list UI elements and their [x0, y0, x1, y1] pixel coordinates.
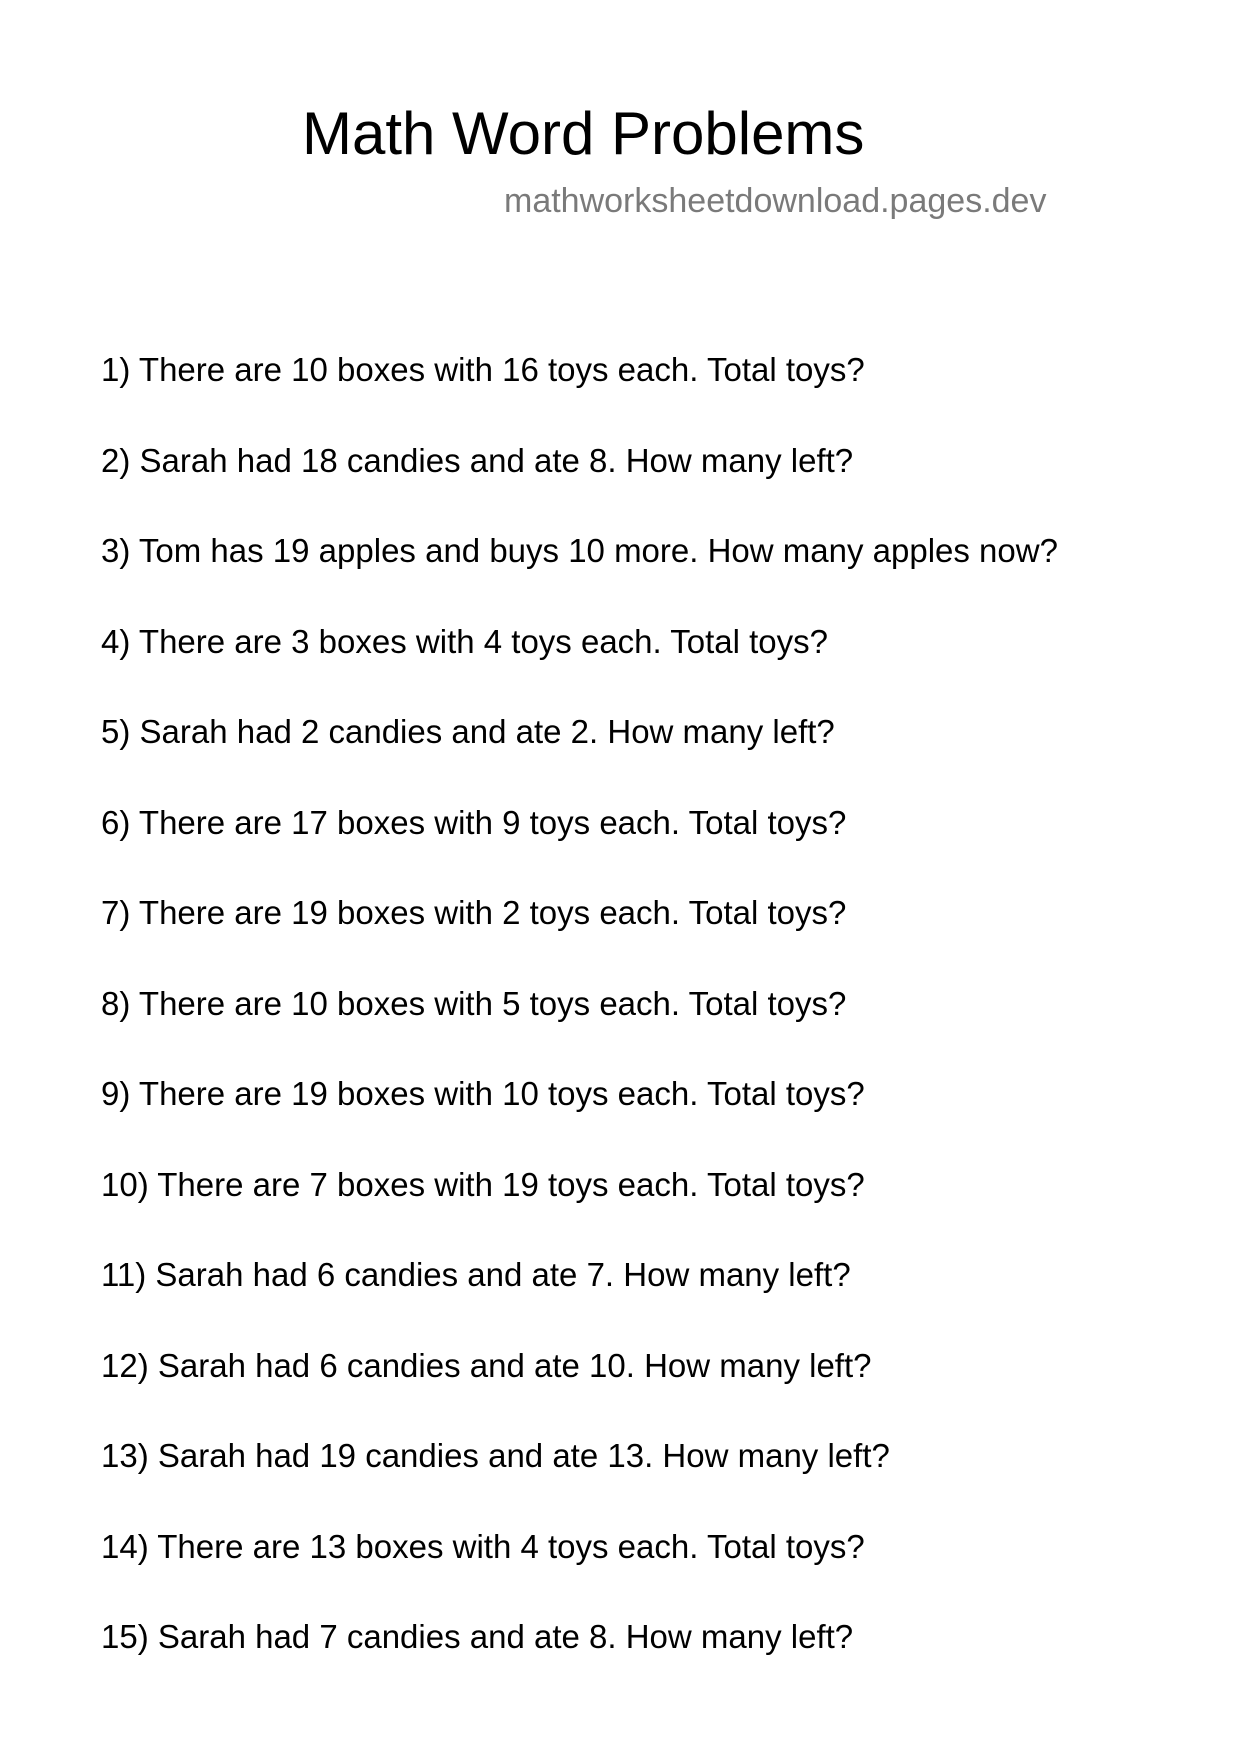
- problem-item: 3) Tom has 19 apples and buys 10 more. How many apples now?: [101, 532, 1058, 569]
- problem-item: 10) There are 7 boxes with 19 toys each. Total toys?: [101, 1165, 865, 1203]
- problem-item: 1) There are 10 boxes with 16 toys each. Total toys?: [101, 351, 865, 388]
- problem-item: 7) There are 19 boxes with 2 toys each. Total toys?: [101, 894, 847, 931]
- source-url: mathworksheetdownload.pages.dev: [504, 182, 1047, 220]
- problem-item: 14) There are 13 boxes with 4 toys each. Total toys?: [101, 1527, 865, 1565]
- problem-item: 13) Sarah had 19 candies and ate 13. How many left?: [101, 1437, 890, 1474]
- problem-item: 5) Sarah had 2 candies and ate 2. How many left?: [101, 713, 835, 750]
- problem-item: 9) There are 19 boxes with 10 toys each. Total toys?: [101, 1075, 865, 1112]
- problem-item: 6) There are 17 boxes with 9 toys each. Total toys?: [101, 803, 847, 841]
- problem-item: 12) Sarah had 6 candies and ate 10. How many left?: [101, 1346, 872, 1384]
- problem-item: 15) Sarah had 7 candies and ate 8. How many left?: [101, 1618, 854, 1655]
- problem-item: 8) There are 10 boxes with 5 toys each. Total toys?: [101, 984, 847, 1022]
- page-title: Math Word Problems: [302, 100, 865, 167]
- problem-item: 11) Sarah had 6 candies and ate 7. How many left?: [101, 1256, 851, 1293]
- problem-list: [101, 350, 1058, 1708]
- problem-item: 4) There are 3 boxes with 4 toys each. Total toys?: [101, 622, 829, 660]
- problem-item: 2) Sarah had 18 candies and ate 8. How many left?: [101, 441, 854, 479]
